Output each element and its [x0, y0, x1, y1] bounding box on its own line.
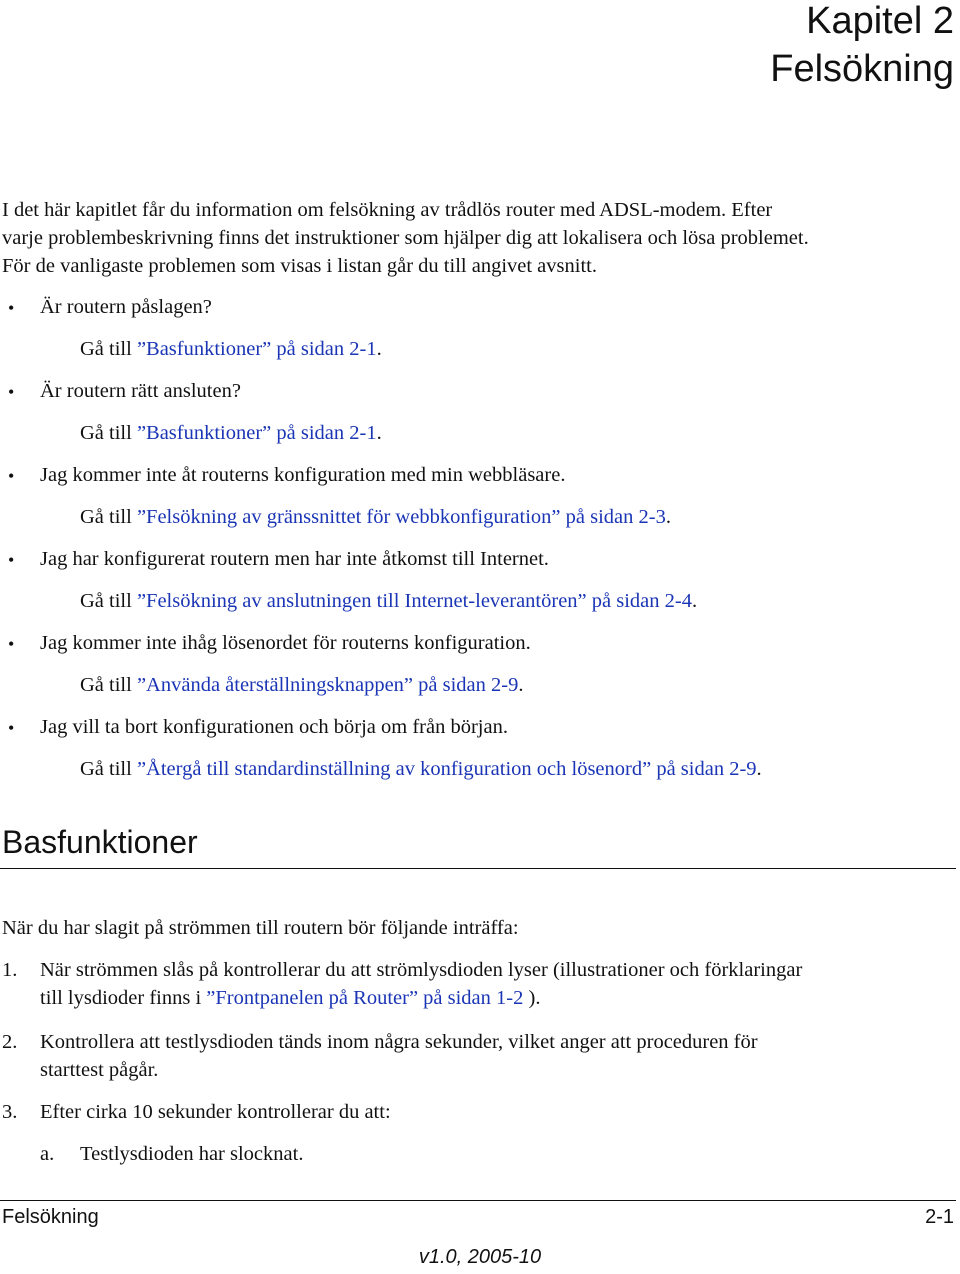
- problem-question: Jag kommer inte ihåg lösenordet för routerns konfiguration.: [40, 632, 531, 654]
- step-text: [40, 956, 802, 1012]
- step-line: När strömmen slås på kontrollerar du att strömlysdioden lyser (illustrationer och förklaringar: [40, 959, 803, 981]
- footer-version: v1.0, 2005-10: [418, 1246, 542, 1268]
- substep-text: Testlysdioden har slocknat.: [80, 1143, 304, 1165]
- step-line: Kontrollera att testlysdioden tänds inom några sekunder, vilket anger att proceduren för: [40, 1031, 758, 1053]
- goto-link[interactable]: ”Basfunktioner” på sidan 2-1: [136, 338, 377, 360]
- step-suffix: ).: [523, 987, 541, 1009]
- goto-suffix: .: [376, 422, 382, 444]
- bullet-icon: •: [8, 298, 15, 318]
- intro-line: varje problembeskrivning finns det instruktioner som hjälper dig att lokalisera och lösa problemet.: [2, 227, 809, 249]
- footer-page-number: 2-1: [925, 1206, 954, 1228]
- goto-suffix: .: [756, 758, 762, 780]
- bullet-icon: •: [8, 718, 15, 738]
- problem-question: Jag har konfigurerat routern men har inte åtkomst till Internet.: [40, 548, 549, 570]
- problem-goto: [80, 338, 382, 361]
- goto-suffix: .: [665, 506, 671, 528]
- section-divider: [0, 868, 956, 869]
- goto-prefix: Gå till: [80, 338, 137, 360]
- problem-question: Är routern påslagen?: [40, 296, 212, 318]
- substep-letter: a.: [40, 1143, 55, 1165]
- problem-goto: [80, 758, 762, 781]
- bullet-icon: •: [8, 466, 15, 486]
- intro-paragraph: [2, 196, 809, 280]
- step-number: 1.: [2, 959, 18, 981]
- section-title: Basfunktioner: [2, 824, 198, 860]
- bullet-icon: •: [8, 634, 15, 654]
- chapter-title: Felsökning: [770, 48, 954, 90]
- goto-link[interactable]: ”Använda återställningsknappen” på sidan 2-9: [136, 674, 519, 696]
- step-line: [40, 984, 802, 1012]
- goto-prefix: Gå till: [80, 422, 137, 444]
- problem-question: Jag kommer inte åt routerns konfiguration med min webbläsare.: [40, 464, 566, 486]
- goto-link[interactable]: ”Felsökning av anslutningen till Internet-leverantören” på sidan 2-4: [136, 590, 692, 612]
- step-number: 2.: [2, 1031, 18, 1053]
- goto-suffix: .: [376, 338, 382, 360]
- footer-chapter-name: Felsökning: [2, 1206, 99, 1228]
- problem-question: Jag vill ta bort konfigurationen och börja om från början.: [40, 716, 508, 738]
- problem-goto: [80, 506, 671, 529]
- footer-divider: [0, 1200, 956, 1201]
- step-prefix: till lysdioder finns i: [40, 987, 207, 1009]
- goto-suffix: .: [518, 674, 524, 696]
- goto-prefix: Gå till: [80, 506, 137, 528]
- step-number: 3.: [2, 1101, 18, 1123]
- section-lead: När du har slagit på strömmen till routern bör följande inträffa:: [2, 917, 519, 939]
- intro-line: I det här kapitlet får du information om felsökning av trådlös router med ADSL-modem. Efter: [2, 199, 773, 221]
- step-text: Efter cirka 10 sekunder kontrollerar du att:: [40, 1101, 391, 1123]
- problem-goto: [80, 422, 382, 445]
- goto-prefix: Gå till: [80, 758, 137, 780]
- problem-goto: [80, 674, 523, 697]
- goto-link[interactable]: ”Basfunktioner” på sidan 2-1: [136, 422, 377, 444]
- goto-link[interactable]: ”Felsökning av gränssnittet för webbkonfiguration” på sidan 2-3: [136, 506, 666, 528]
- step-text: [40, 1028, 758, 1084]
- bullet-icon: •: [8, 382, 15, 402]
- intro-line: För de vanligaste problemen som visas i listan går du till angivet avsnitt.: [2, 255, 597, 277]
- chapter-number: Kapitel 2: [806, 0, 954, 42]
- step-line: starttest pågår.: [40, 1059, 159, 1081]
- goto-suffix: .: [691, 590, 698, 612]
- goto-prefix: Gå till: [80, 590, 137, 612]
- bullet-icon: •: [8, 550, 15, 570]
- step-link[interactable]: ”Frontpanelen på Router” på sidan 1-2: [206, 987, 524, 1009]
- problem-goto: [80, 590, 697, 613]
- problem-question: Är routern rätt ansluten?: [40, 380, 241, 402]
- goto-link[interactable]: ”Återgå till standardinställning av konfiguration och lösenord” på sidan 2-9: [136, 758, 757, 780]
- goto-prefix: Gå till: [80, 674, 137, 696]
